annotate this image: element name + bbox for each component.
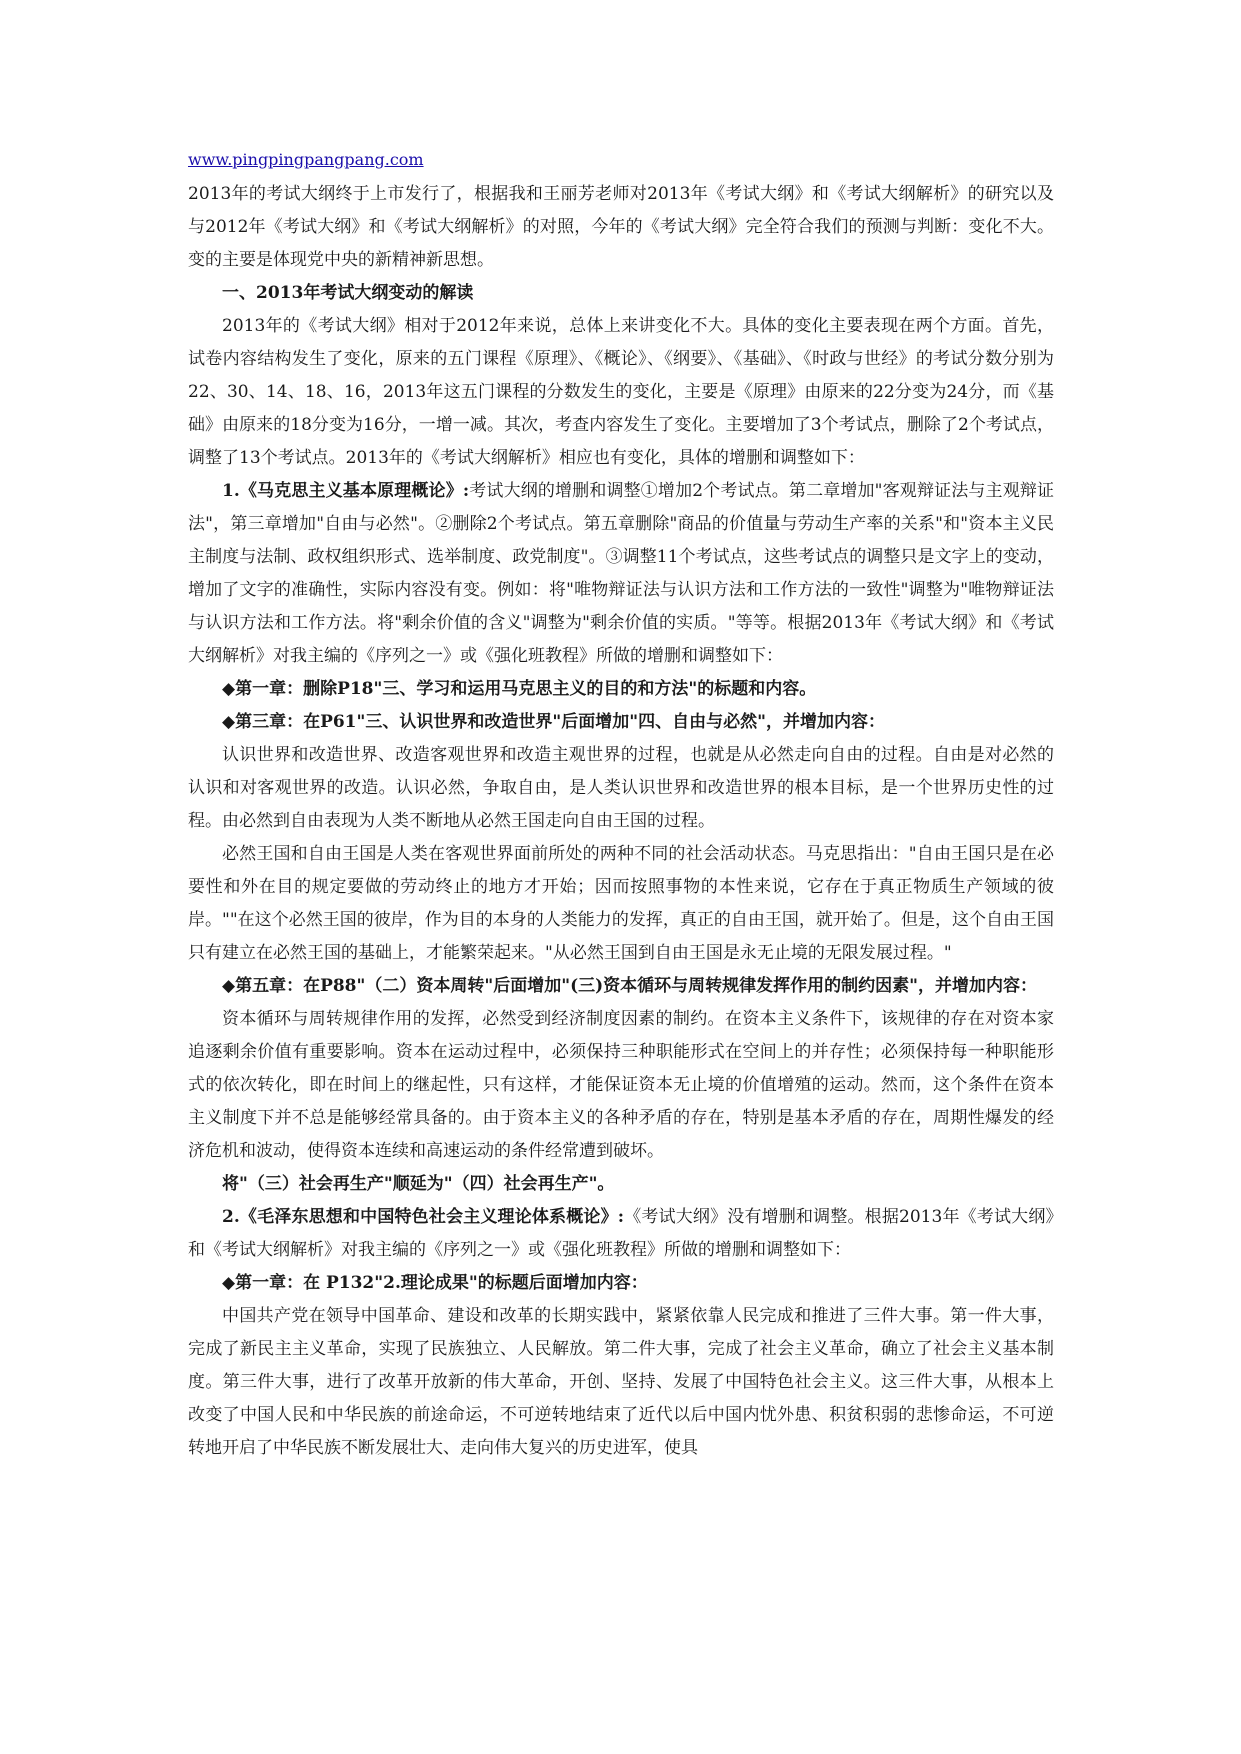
ch3-paragraph-1: 认识世界和改造世界、改造客观世界和改造主观世界的过程，也就是从必然走向自由的过程。自由是对必然的认识和对客观世界的改造。认识必然，争取自由，是人类认识世界和改造世界的根本目标，是一个世界历史性的过程。由必然到自由表现为人类不断地从必然王国走向自由王国的过程。 xyxy=(188,745,1054,831)
section1-title: 一、2013年考试大纲变动的解读 xyxy=(222,283,474,303)
item2-paragraph xyxy=(188,1201,1054,1267)
ch5-paragraph: 资本循环与周转规律作用的发挥，必然受到经济制度因素的制约。在资本主义条件下，该规律的存在对资本家追逐剩余价值有重要影响。资本在运动过程中，必须保持三种职能形式在空间上的并存性；必须保持每一种职能形式的依次转化，即在时间上的继起性，只有这样，才能保证资本无止境的价值增殖的运动。然而，这个条件在资本主义制度下并不总是能够经常具备的。由于资本主义的各种矛盾的存在，特别是基本矛盾的存在，周期性爆发的经济危机和波动，使得资本连续和高速运动的条件经常遭到破坏。 xyxy=(188,1009,1054,1161)
ch5-heading: ◆第五章：在P88"（二）资本周转"后面增加"(三)资本循环与周转规律发挥作用的制约因素"，并增加内容： xyxy=(222,976,1038,996)
item2-ch1-paragraph: 中国共产党在领导中国革命、建设和改革的长期实践中，紧紧依靠人民完成和推进了三件大事。第一件大事，完成了新民主主义革命，实现了民族独立、人民解放。第二件大事，完成了社会主义革命，确立了社会主义基本制度。第三件大事，进行了改革开放新的伟大革命，开创、坚持、发展了中国特色社会主义。这三件大事，从根本上改变了中国人民和中华民族的前途命运，不可逆转地结束了近代以后中国内忧外患、积贫积弱的悲惨命运，不可逆转地开启了中华民族不断发展壮大、走向伟大复兴的历史进军，使具 xyxy=(188,1306,1054,1458)
item2-ch1-heading: ◆第一章：在 P132"2.理论成果"的标题后面增加内容： xyxy=(222,1273,648,1293)
item1-paragraph xyxy=(188,475,1054,673)
item1-text: 考试大纲的增删和调整①增加2个考试点。第二章增加"客观辩证法与主观辩证法"，第三章增加"自由与必然"。②删除2个考试点。第五章删除"商品的价值量与劳动生产率的关系"和"资本主义民主制度与法制、政权组织形式、选举制度、政党制度"。③调整11个考试点，这些考试点的调整只是文字上的变动，增加了文字的准确性，实际内容没有变。例如：将"唯物辩证法与认识方法和工作方法的一致性"调整为"唯物辩证法与认识方法和工作方法。将"剩余价值的含义"调整为"剩余价值的实质。"等等。根据2013年《考试大纲》和《考试大纲解析》对我主编的《序列之一》或《强化班教程》所做的增删和调整如下： xyxy=(188,481,1054,666)
ch3-heading: ◆第三章：在P61"三、认识世界和改造世界"后面增加"四、自由与必然"，并增加内容： xyxy=(222,712,885,732)
ch3-paragraph-2: 必然王国和自由王国是人类在客观世界面前所处的两种不同的社会活动状态。马克思指出："自由王国只是在必要性和外在目的规定要做的劳动终止的地方才开始；因而按照事物的本性来说，它存在于真正物质生产领域的彼岸。""在这个必然王国的彼岸，作为目的本身的人类能力的发挥，真正的自由王国，就开始了。但是，这个自由王国只有建立在必然王国的基础上，才能繁荣起来。"从必然王国到自由王国是永无止境的无限发展过程。" xyxy=(188,844,1054,963)
item2-lead: 2.《毛泽东思想和中国特色社会主义理论体系概论》: xyxy=(222,1207,625,1227)
item2-text: 《考试大纲》没有增删和调整。根据2013年《考试大纲》和《考试大纲解析》对我主编的《序列之一》或《强化班教程》所做的增删和调整如下： xyxy=(188,1207,1054,1260)
document-page xyxy=(188,150,1054,1465)
ch5-note: 将"（三）社会再生产"顺延为"（四）社会再生产"。 xyxy=(222,1174,615,1194)
intro-paragraph: 2013年的考试大纲终于上市发行了，根据我和王丽芳老师对2013年《考试大纲》和《考试大纲解析》的研究以及与2012年《考试大纲》和《考试大纲解析》的对照，今年的《考试大纲》完全符合我们的预测与判断：变化不大。 变的主要是体现党中央的新精神新思想。 xyxy=(188,184,1054,270)
section1-paragraph: 2013年的《考试大纲》相对于2012年来说，总体上来讲变化不大。具体的变化主要表现在两个方面。首先，试卷内容结构发生了变化，原来的五门课程《原理》、《概论》、《纲要》、《基础》、《时政与世经》的考试分数分别为22、30、14、18、16，2013年这五门课程的分数发生的变化，主要是《原理》由原来的22分变为24分，而《基础》由原来的18分变为16分，一增一减。其次，考查内容发生了变化。主要增加了3个考试点，删除了2个考试点，调整了13个考试点。2013年的《考试大纲解析》相应也有变化，具体的增删和调整如下： xyxy=(188,316,1054,468)
ch1-heading: ◆第一章：删除P18"三、学习和运用马克思主义的目的和方法"的标题和内容。 xyxy=(222,679,817,699)
website-link[interactable]: www.pingpingpangpang.com xyxy=(188,150,424,169)
item1-lead: 1.《马克思主义基本原理概论》: xyxy=(222,481,470,501)
